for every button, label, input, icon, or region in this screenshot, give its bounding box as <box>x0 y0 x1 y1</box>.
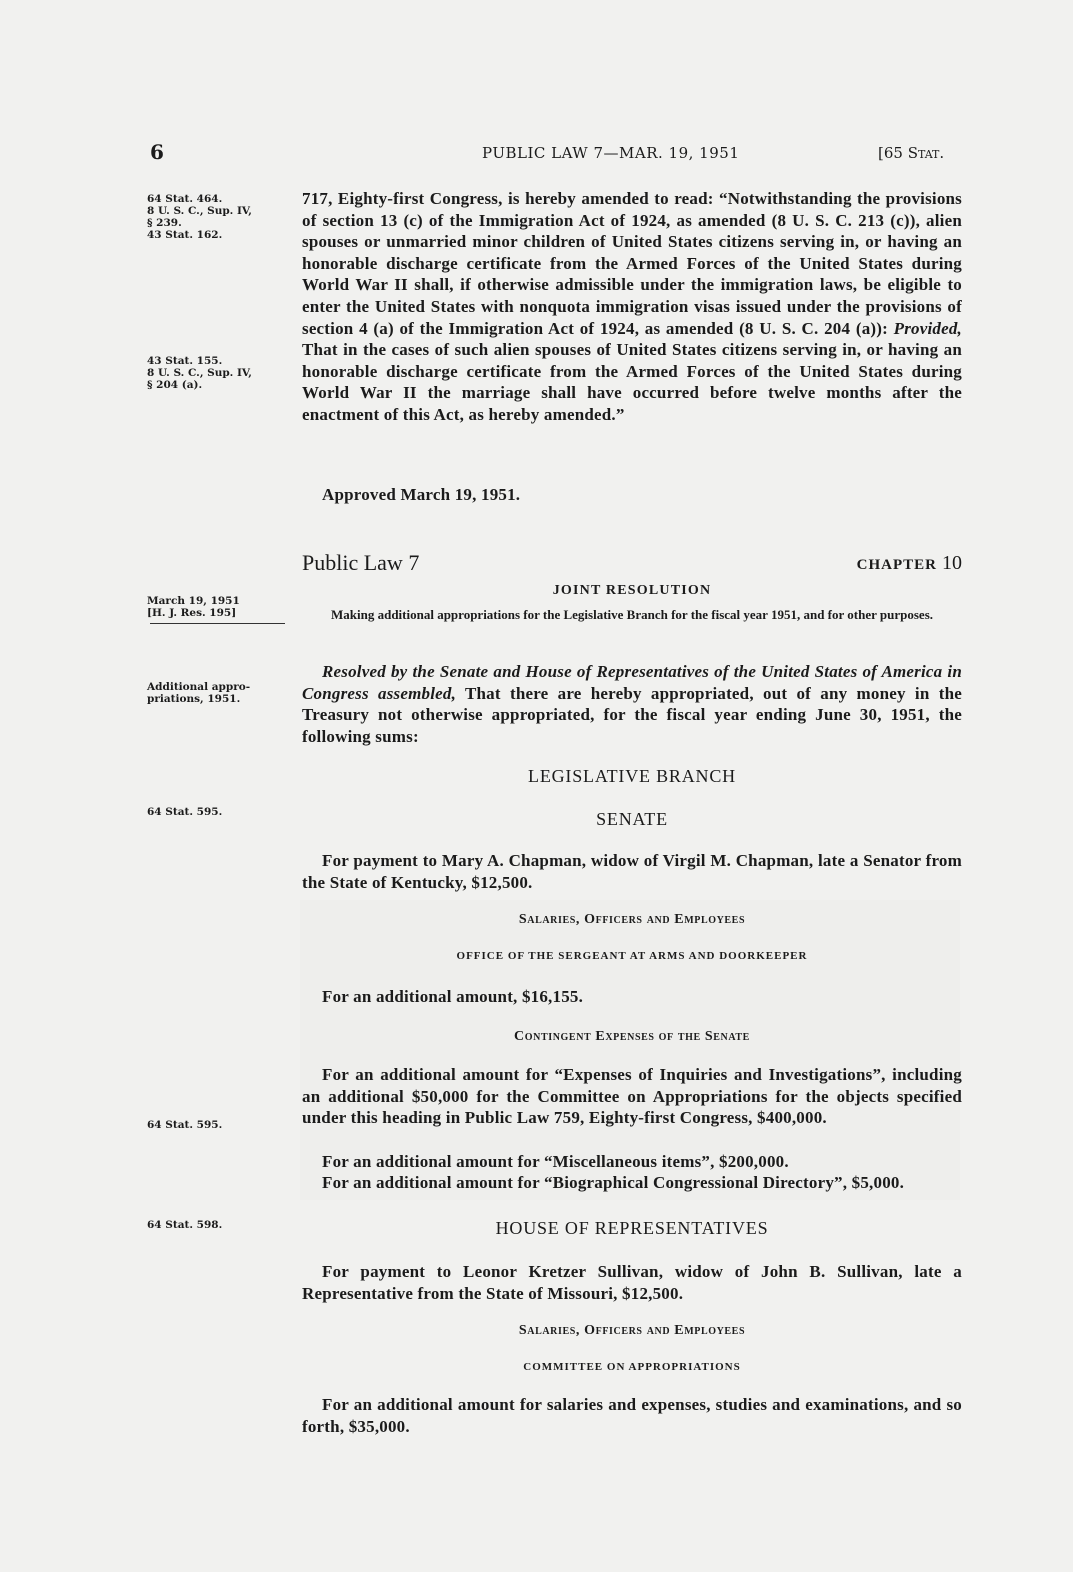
contingent-heading: Contingent Expenses of the Senate <box>514 1029 750 1044</box>
legislative-branch-heading: LEGISLATIVE BRANCH <box>528 766 736 786</box>
house-heading: HOUSE OF REPRESENTATIVES <box>495 1218 769 1238</box>
margin-note-date: March 19, 1951 [H. J. Res. 195] <box>147 595 240 619</box>
contingent-paragraph-1: For an additional amount for “Expenses of Inquiries and Investigations”, including an additional $50,000 for the Committee on Appropriations for the objects specified under this heading in Public Law 759, Eighty-first Congress, $400,000. <box>302 1065 962 1128</box>
margin-note-2: 43 Stat. 155. 8 U. S. C., Sup. IV, § 204 (a). <box>147 355 252 391</box>
resolved-paragraph: Resolved by the Senate and House of Representatives of the United States of America in Congress assembled, That there are hereby appropriated, out of any money in the Treasury not otherwise appropriated, for the fiscal year ending June 30, 1951, the following sums: <box>302 662 962 746</box>
page-header-title: PUBLIC LAW 7—MAR. 19, 1951 <box>482 144 740 162</box>
contingent-paragraph-2: For an additional amount for “Miscellaneous items”, $200,000. <box>322 1152 789 1171</box>
margin-note-appropriations: Additional appro- priations, 1951. <box>147 681 251 705</box>
house-salaries-heading: Salaries, Officers and Employees <box>518 1323 746 1338</box>
approved-line: Approved March 19, 1951. <box>322 485 521 504</box>
committee-heading: COMMITTEE ON APPROPRIATIONS <box>523 1361 741 1373</box>
house-payment: For payment to Leonor Kretzer Sullivan, widow of John B. Sullivan, late a Representative from the State of Missouri, $12,500. <box>302 1262 962 1303</box>
page-number: 6 <box>150 140 164 164</box>
margin-note-stat-1: 64 Stat. 595. <box>147 806 223 818</box>
joint-resolution-heading: JOINT RESOLUTION <box>552 583 712 598</box>
sergeant-heading: OFFICE OF THE SERGEANT AT ARMS AND DOORKEEPER <box>456 950 808 962</box>
margin-note-stat-2: 64 Stat. 595. <box>147 1119 223 1131</box>
resolution-description: Making additional appropriations for the Legislative Branch for the fiscal year 1951, and for other purposes. <box>331 607 933 622</box>
contingent-paragraph-3: For an additional amount for “Biographical Congressional Directory”, $5,000. <box>322 1173 905 1192</box>
margin-note-stat-3: 64 Stat. 598. <box>147 1219 223 1231</box>
sergeant-amount: For an additional amount, $16,155. <box>322 987 584 1006</box>
stat-reference: [65 Stat. <box>878 144 945 162</box>
chapter-label: CHAPTER 10 <box>856 552 962 574</box>
public-law-label: Public Law 7 <box>302 550 420 575</box>
senate-heading: SENATE <box>596 809 668 829</box>
committee-amount: For an additional amount for salaries and expenses, studies and examinations, and so forth, $35,000. <box>302 1395 962 1436</box>
margin-rule <box>150 623 285 624</box>
public-law-row <box>302 550 962 576</box>
salaries-heading: Salaries, Officers and Employees <box>518 912 746 927</box>
senate-payment: For payment to Mary A. Chapman, widow of Virgil M. Chapman, late a Senator from the State of Kentucky, $12,500. <box>302 851 962 892</box>
intro-paragraph: 717, Eighty-first Congress, is hereby amended to read: “Notwithstanding the provisions of section 13 (c) of the Immigration Act of 1924, as amended (8 U. S. C. 213 (c)), alien spouses or unmarried minor children of United States citizens serving in, or having an honorable discharge certificate from the Armed Forces of the United States during World War II shall, if otherwise admissible under the immigration laws, be eligible to enter the United States with nonquota immigration visas issued under the provisions of section 4 (a) of the Immigration Act of 1924, as amended (8 U. S. C. 204 (a)): Provided, That in the cases of such alien spouses of United States citizens serving in, or having an honorable discharge certificate from the Armed Forces of the United States during World War II the marriage shall have occurred before twelve months after the enactment of this Act, as hereby amended.” <box>302 189 962 424</box>
margin-note-1: 64 Stat. 464. 8 U. S. C., Sup. IV, § 239. 43 Stat. 162. <box>147 193 252 241</box>
